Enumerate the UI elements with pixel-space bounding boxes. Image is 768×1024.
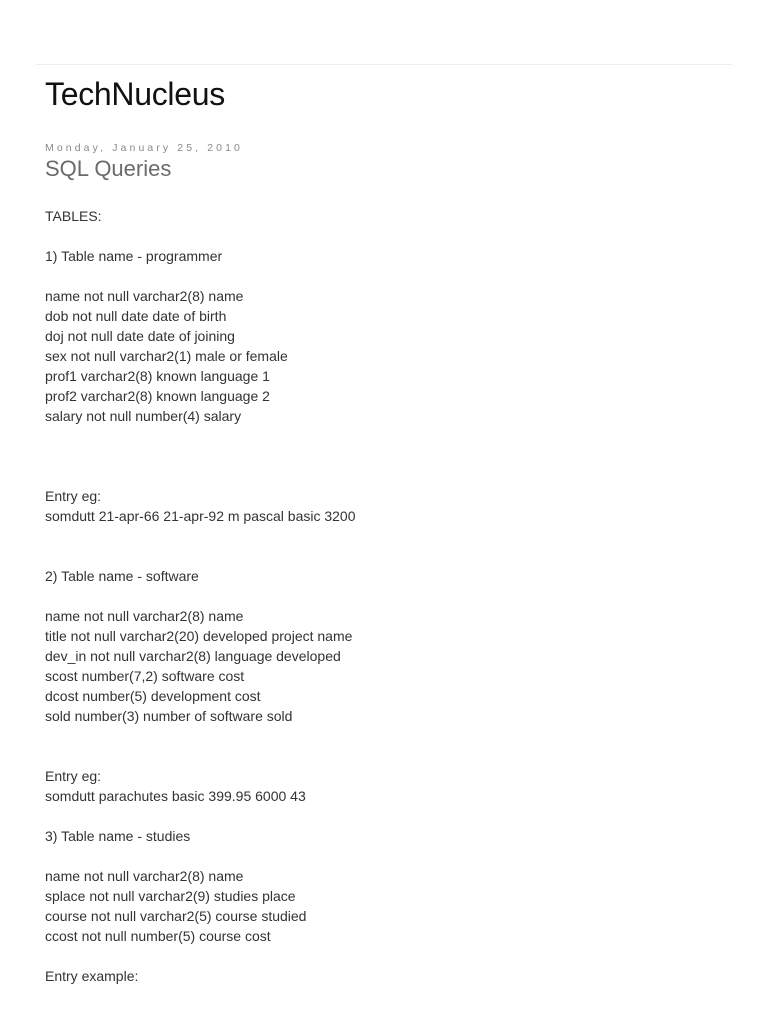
blank-line	[45, 946, 725, 966]
blank-line	[45, 226, 725, 246]
entry-value: somdutt 21-apr-66 21-apr-92 m pascal basic 3200	[45, 508, 356, 524]
field-line: dcost number(5) development cost	[45, 688, 261, 704]
blank-line	[45, 806, 725, 826]
field-line: ccost not null number(5) course cost	[45, 928, 271, 944]
field-line: splace not null varchar2(9) studies place	[45, 888, 296, 904]
entry-label: Entry example:	[45, 968, 139, 984]
field-line: prof2 varchar2(8) known language 2	[45, 388, 270, 404]
field-line: doj not null date date of joining	[45, 328, 235, 344]
field-line: course not null varchar2(5) course studied	[45, 908, 307, 924]
table-heading-programmer: 1) Table name - programmer	[45, 248, 223, 264]
field-line: sold number(3) number of software sold	[45, 708, 293, 724]
blank-line	[45, 466, 725, 486]
field-line: name not null varchar2(8) name	[45, 608, 244, 624]
field-line: title not null varchar2(20) developed project name	[45, 628, 353, 644]
field-line: dob not null date date of birth	[45, 308, 227, 324]
blank-line	[45, 546, 725, 566]
blank-line	[45, 746, 725, 766]
header-divider	[36, 64, 732, 65]
blog-title[interactable]: TechNucleus	[45, 76, 225, 112]
entry-value: somdutt parachutes basic 399.95 6000 43	[45, 788, 306, 804]
blank-line	[45, 846, 725, 866]
blank-line	[45, 266, 725, 286]
post-date: Monday, January 25, 2010	[45, 142, 243, 154]
entry-label: Entry eg:	[45, 768, 102, 784]
blank-line	[45, 426, 725, 446]
field-line: salary not null number(4) salary	[45, 408, 242, 424]
post-body	[45, 206, 725, 986]
post-title[interactable]: SQL Queries	[45, 156, 172, 181]
field-line: prof1 varchar2(8) known language 1	[45, 368, 270, 384]
blank-line	[45, 586, 725, 606]
blank-line	[45, 726, 725, 746]
blank-line	[45, 526, 725, 546]
table-heading-studies: 3) Table name - studies	[45, 828, 191, 844]
field-line: dev_in not null varchar2(8) language developed	[45, 648, 341, 664]
field-line: name not null varchar2(8) name	[45, 868, 244, 884]
table-heading-software: 2) Table name - software	[45, 568, 199, 584]
field-line: name not null varchar2(8) name	[45, 288, 244, 304]
field-line: scost number(7,2) software cost	[45, 668, 245, 684]
field-line: sex not null varchar2(1) male or female	[45, 348, 288, 364]
tables-heading: TABLES:	[45, 208, 102, 224]
entry-label: Entry eg:	[45, 488, 102, 504]
blank-line	[45, 446, 725, 466]
